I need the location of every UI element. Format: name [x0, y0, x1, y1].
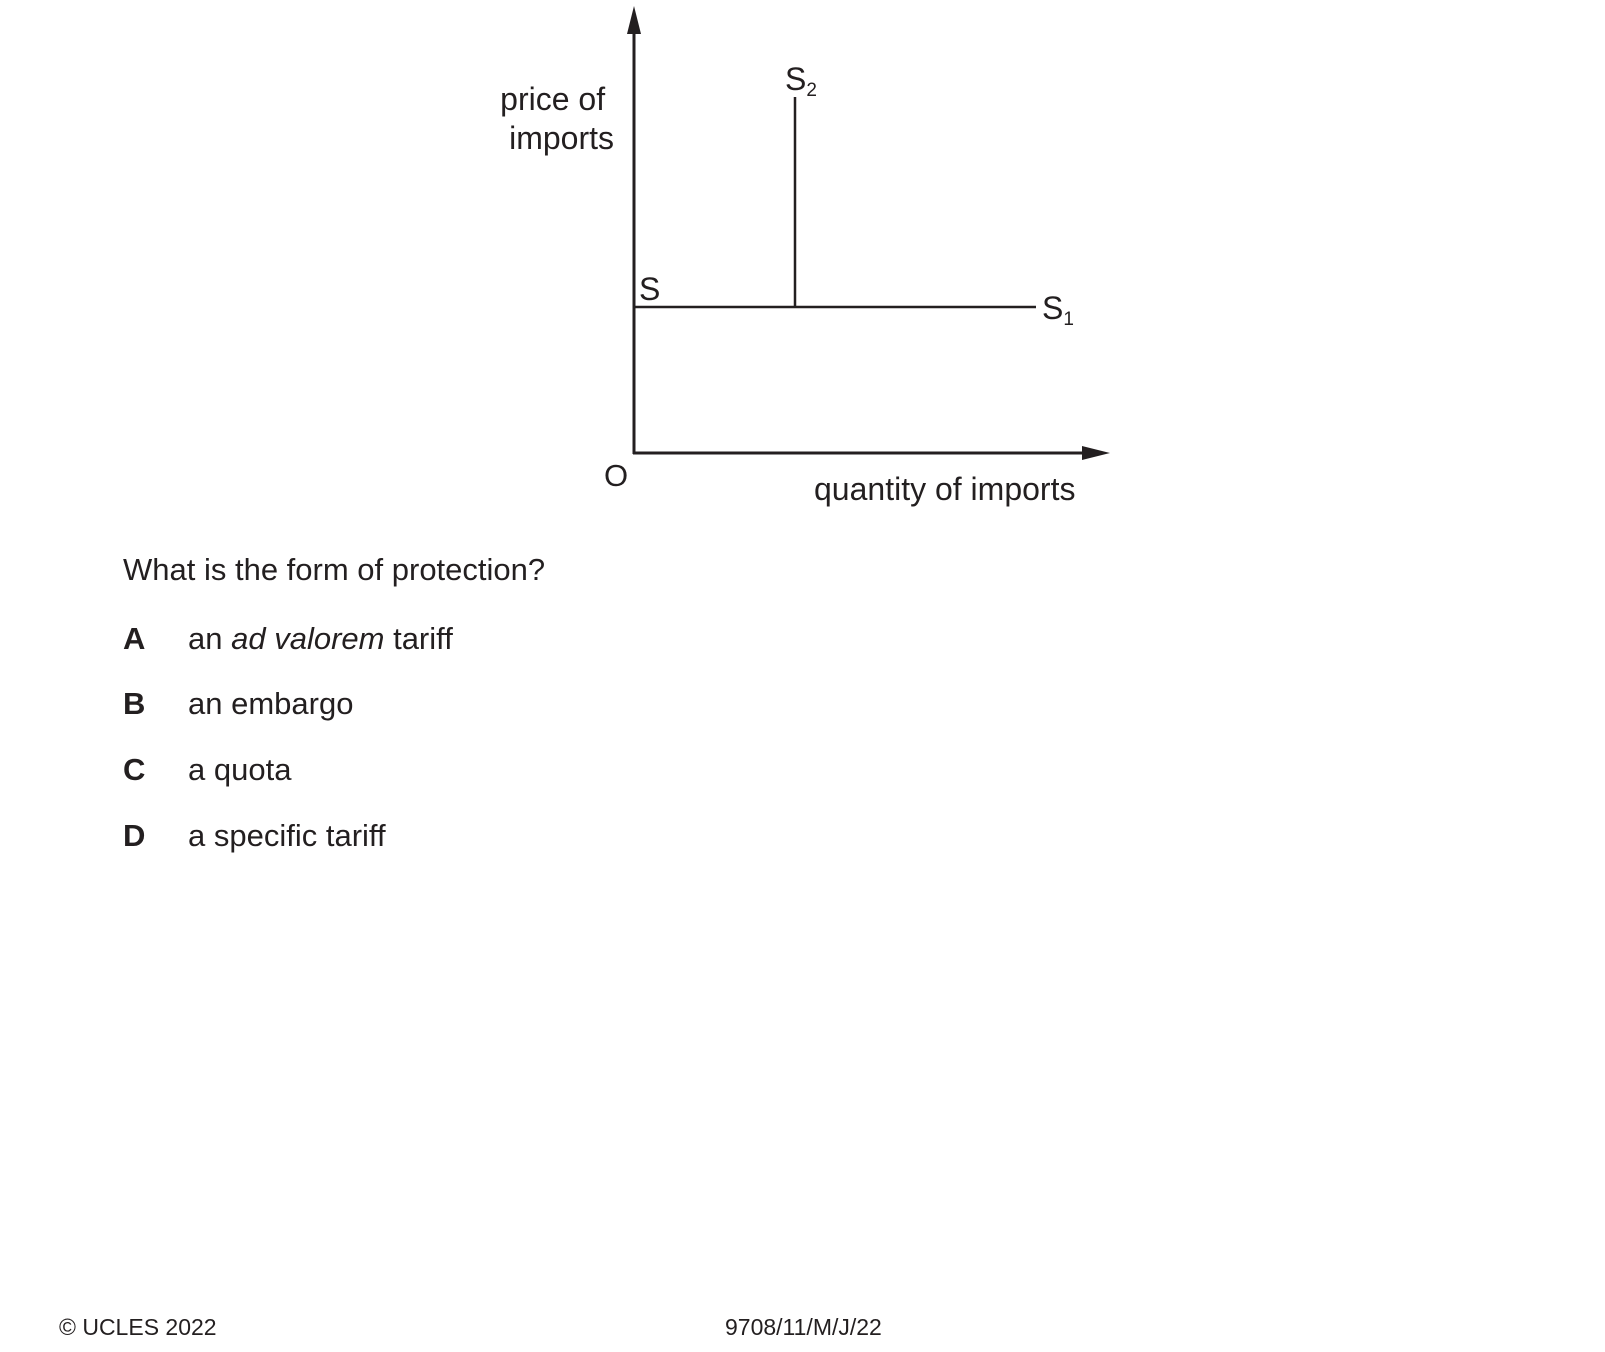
label-s1 [1042, 290, 1074, 330]
y-axis-label-line-2: imports [509, 120, 614, 156]
option-a-text-italic: ad valorem [231, 621, 385, 656]
y-axis-label [500, 81, 614, 156]
footer-paper-code: 9708/11/M/J/22 [725, 1314, 882, 1340]
origin-label: O [604, 458, 629, 493]
label-s2 [785, 61, 817, 101]
label-s1-base: S [1042, 290, 1064, 326]
option-c-text: a quota [188, 752, 292, 787]
option-a-text-post: tariff [384, 621, 453, 656]
option-b-text: an embargo [188, 686, 354, 721]
option-a-text-pre: an [188, 621, 232, 656]
supply-diagram [0, 0, 1605, 520]
y-axis-label-line-1: price of [500, 81, 606, 117]
option-d-text: a specific tariff [188, 818, 386, 853]
x-axis-label: quantity of imports [814, 471, 1076, 507]
option-a-text [188, 621, 453, 657]
option-a-letter: A [123, 621, 146, 656]
option-b-letter: B [123, 686, 146, 721]
question-text: What is the form of protection? [123, 552, 546, 587]
label-s2-base: S [785, 61, 807, 97]
option-c-letter: C [123, 752, 146, 787]
x-axis-arrowhead [1082, 446, 1110, 460]
y-axis-arrowhead [627, 6, 641, 34]
footer-copyright: © UCLES 2022 [59, 1314, 217, 1340]
label-s: S [639, 271, 661, 307]
label-s2-subscript: 2 [806, 80, 817, 101]
option-d-letter: D [123, 818, 146, 853]
label-s1-subscript: 1 [1063, 309, 1074, 330]
